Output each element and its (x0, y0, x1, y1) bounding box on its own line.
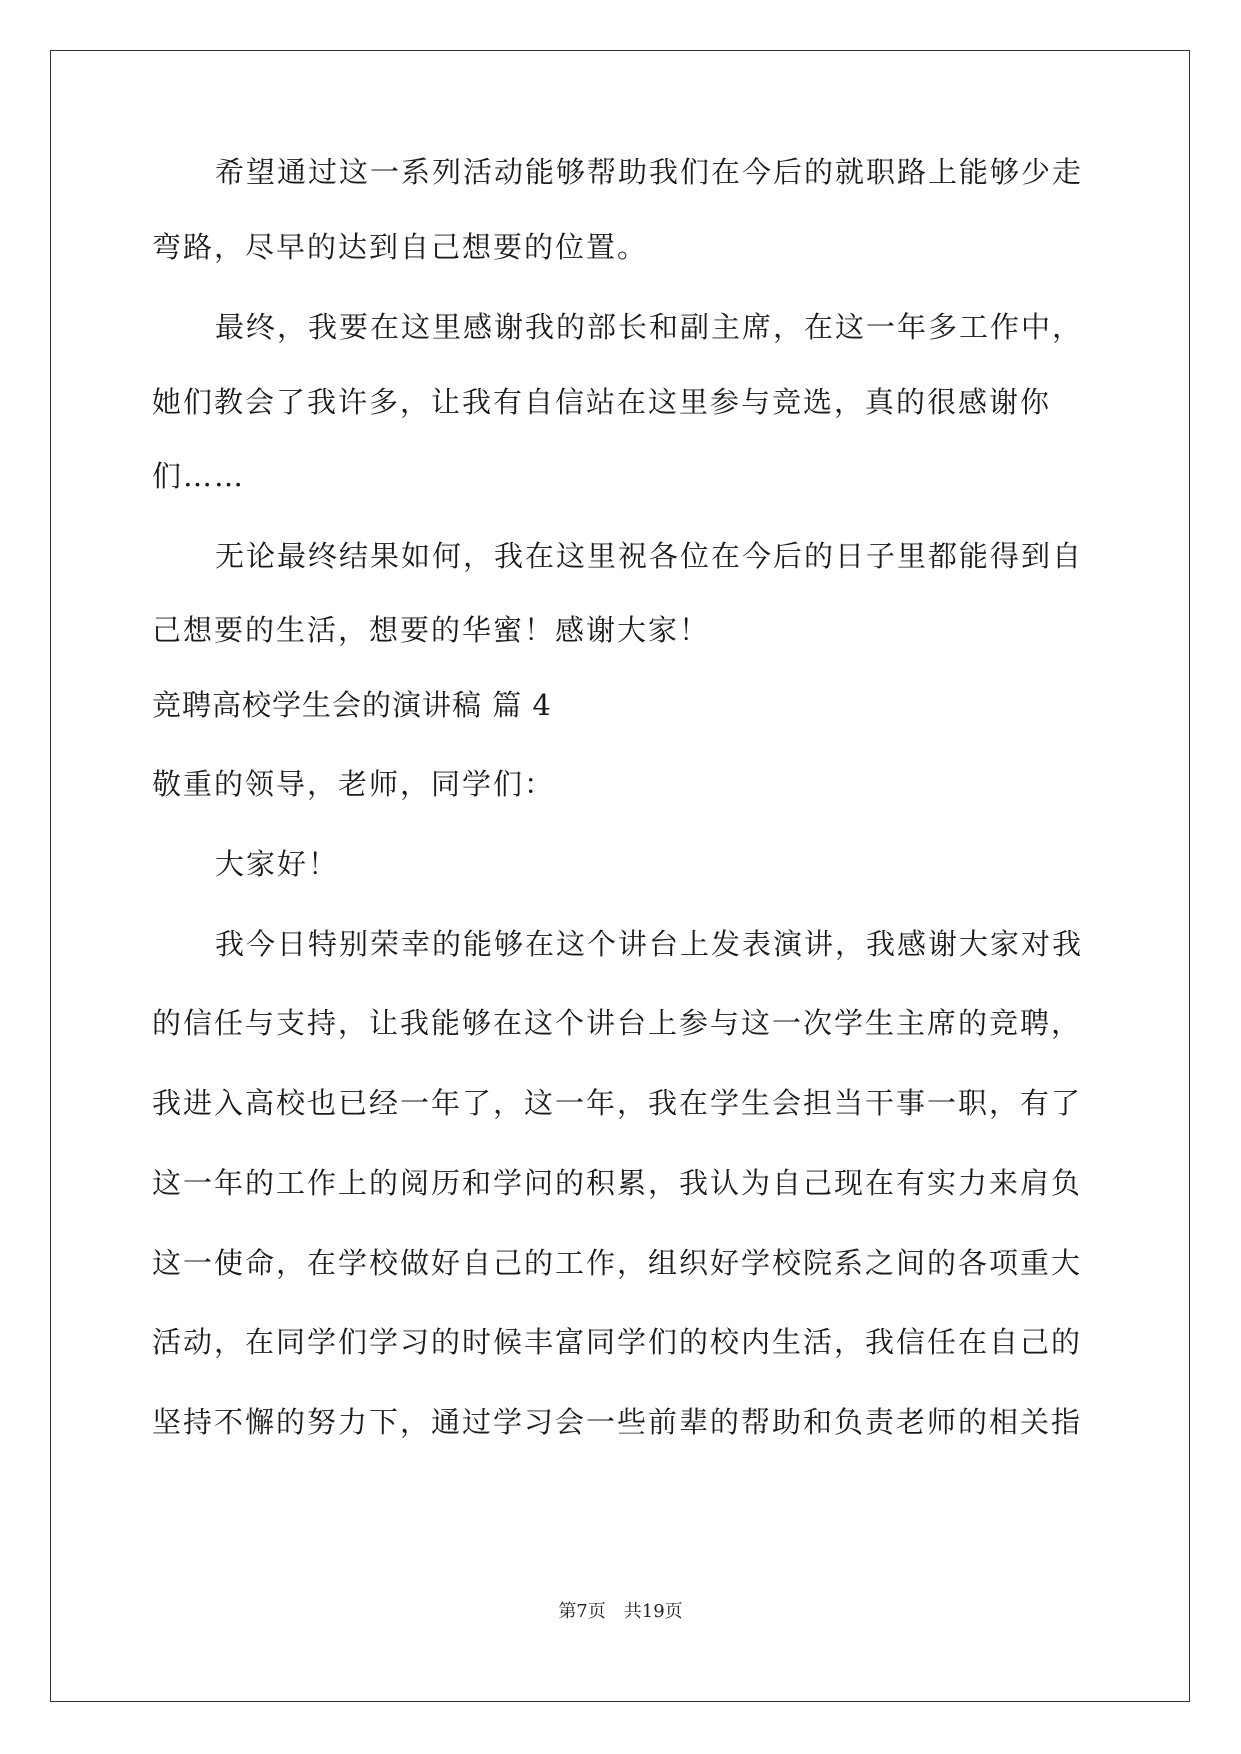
paragraph-4-line-5: 这一使命，在学校做好自己的工作，组织好学校院系之间的各项重大 (152, 1246, 1083, 1280)
paragraph-3-line-2: 己想要的生活，想要的华蜜！感谢大家！ (152, 613, 711, 647)
paragraph-1-line-1: 希望通过这一系列活动能够帮助我们在今后的就职路上能够少走 (215, 155, 1084, 189)
paragraph-4-line-2: 的信任与支持，让我能够在这个讲台上参与这一次学生主席的竞聘， (152, 1006, 1083, 1040)
paragraph-4-line-6: 活动，在同学们学习的时候丰富同学们的校内生活，我信任在自己的 (152, 1325, 1083, 1359)
paragraph-1-line-2: 弯路，尽早的达到自己想要的位置。 (152, 230, 649, 264)
greeting: 大家好！ (215, 847, 340, 881)
paragraph-4-line-4: 这一年的工作上的阅历和学问的积累，我认为自己现在有实力来肩负 (152, 1166, 1083, 1200)
paragraph-2-line-3: 们…… (152, 459, 246, 493)
salutation: 敬重的领导，老师，同学们： (152, 767, 556, 801)
paragraph-4-line-3: 我进入高校也已经一年了，这一年，我在学生会担当干事一职，有了 (152, 1086, 1083, 1120)
paragraph-2-line-2: 她们教会了我许多，让我有自信站在这里参与竞选，真的很感谢你 (152, 385, 1052, 419)
page-footer (0, 1600, 1241, 1624)
paragraph-4-line-7: 坚持不懈的努力下，通过学习会一些前辈的帮助和负责老师的相关指 (152, 1405, 1083, 1439)
paragraph-4-line-1: 我今日特别荣幸的能够在这个讲台上发表演讲，我感谢大家对我 (215, 927, 1084, 961)
paragraph-3-line-1: 无论最终结果如何，我在这里祝各位在今后的日子里都能得到自 (215, 539, 1084, 573)
paragraph-2-line-1: 最终，我要在这里感谢我的部长和副主席，在这一年多工作中， (215, 310, 1084, 344)
section-heading: 竞聘高校学生会的演讲稿 篇 4 (152, 688, 552, 722)
page-number-current: 第7页 (558, 1601, 606, 1622)
page-number-total: 共19页 (623, 1601, 683, 1622)
